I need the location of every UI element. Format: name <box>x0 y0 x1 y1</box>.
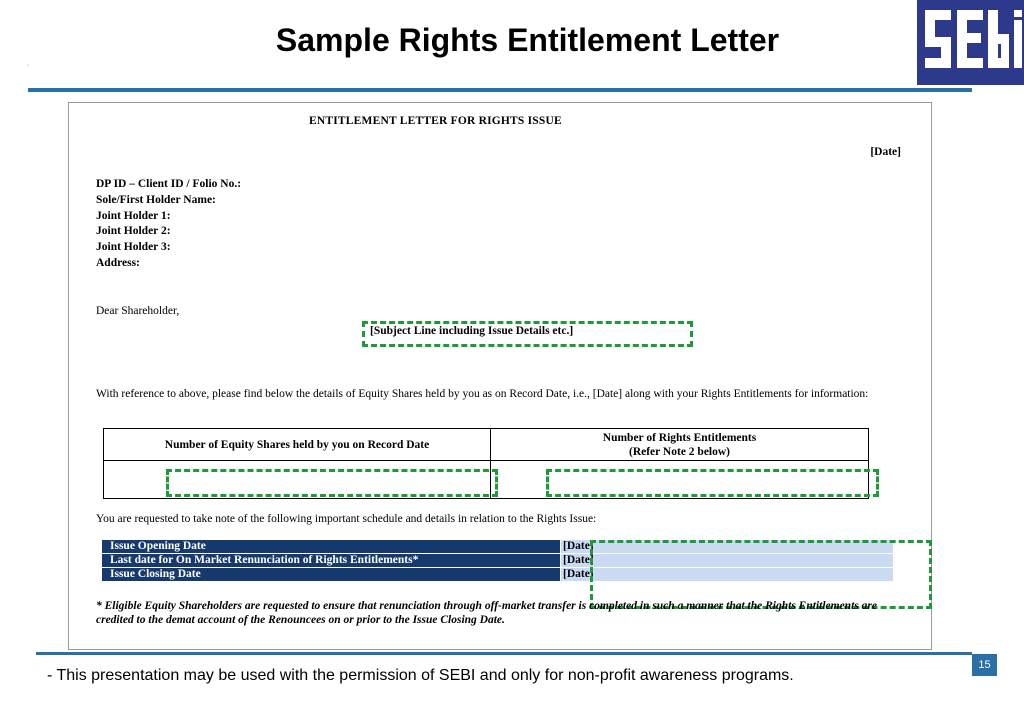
sebi-logo <box>917 0 1024 85</box>
letter-heading: ENTITLEMENT LETTER FOR RIGHTS ISSUE <box>309 115 562 127</box>
holdings-col2-header-line1: Number of Rights Entitlements <box>602 431 757 444</box>
schedule-value: [Date] <box>561 554 894 568</box>
holder-fields <box>96 177 241 272</box>
footer-divider <box>36 652 972 655</box>
page-number: 15 <box>972 654 997 676</box>
header-divider <box>28 88 972 92</box>
schedule-value: [Date] <box>561 568 894 582</box>
subject-highlight-box <box>362 321 693 347</box>
holdings-col2-header-line2: (Refer Note 2 below) <box>628 445 730 458</box>
slide-title: Sample Rights Entitlement Letter <box>275 22 780 58</box>
tiny-mark: · <box>27 62 30 69</box>
holdings-col1-header: Number of Equity Shares held by you on Record Date <box>104 429 491 461</box>
schedule-label: Issue Opening Date <box>102 540 561 554</box>
schedule-value: [Date] <box>561 540 894 554</box>
field-first-holder: Sole/First Holder Name: <box>96 193 216 206</box>
entitlement-letter <box>68 102 932 650</box>
schedule-label: Last date for On Market Renunciation of Rights Entitlements* <box>102 554 561 568</box>
schedule-intro: You are requested to take note of the following important schedule and details in relation to the Rights Issue: <box>96 513 597 525</box>
holdings-col2-header <box>491 429 869 461</box>
field-joint-holder-3: Joint Holder 3: <box>96 241 171 254</box>
footer-disclaimer: - This presentation may be used with the permission of SEBI and only for non-profit awareness programs. <box>47 667 794 684</box>
field-joint-holder-2: Joint Holder 2: <box>96 225 171 238</box>
sebi-logo-mark <box>917 0 1024 85</box>
shares-held-highlight-box <box>166 469 498 497</box>
greeting: Dear Shareholder, <box>96 305 180 317</box>
footnote: * Eligible Equity Shareholders are requested to ensure that renunciation through off-market transfer is completed in such a manner that the Rights Entitlements are credited to the demat account of the Renouncees on or prior to the Issue Closing Date. <box>96 600 877 626</box>
field-dp-id: DP ID – Client ID / Folio No.: <box>96 178 242 190</box>
schedule-label: Issue Closing Date <box>102 568 561 582</box>
field-joint-holder-1: Joint Holder 1: <box>96 209 171 222</box>
reference-paragraph: With reference to above, please find below the details of Equity Shares held by you as on Record Date, i.e., [Date] along with your Rights Entitlements for information: <box>96 388 869 400</box>
field-address: Address: <box>96 256 140 269</box>
letter-date: [Date] <box>870 146 901 158</box>
subject-line: [Subject Line including Issue Details etc.] <box>370 325 574 337</box>
entitlements-highlight-box <box>546 469 879 497</box>
